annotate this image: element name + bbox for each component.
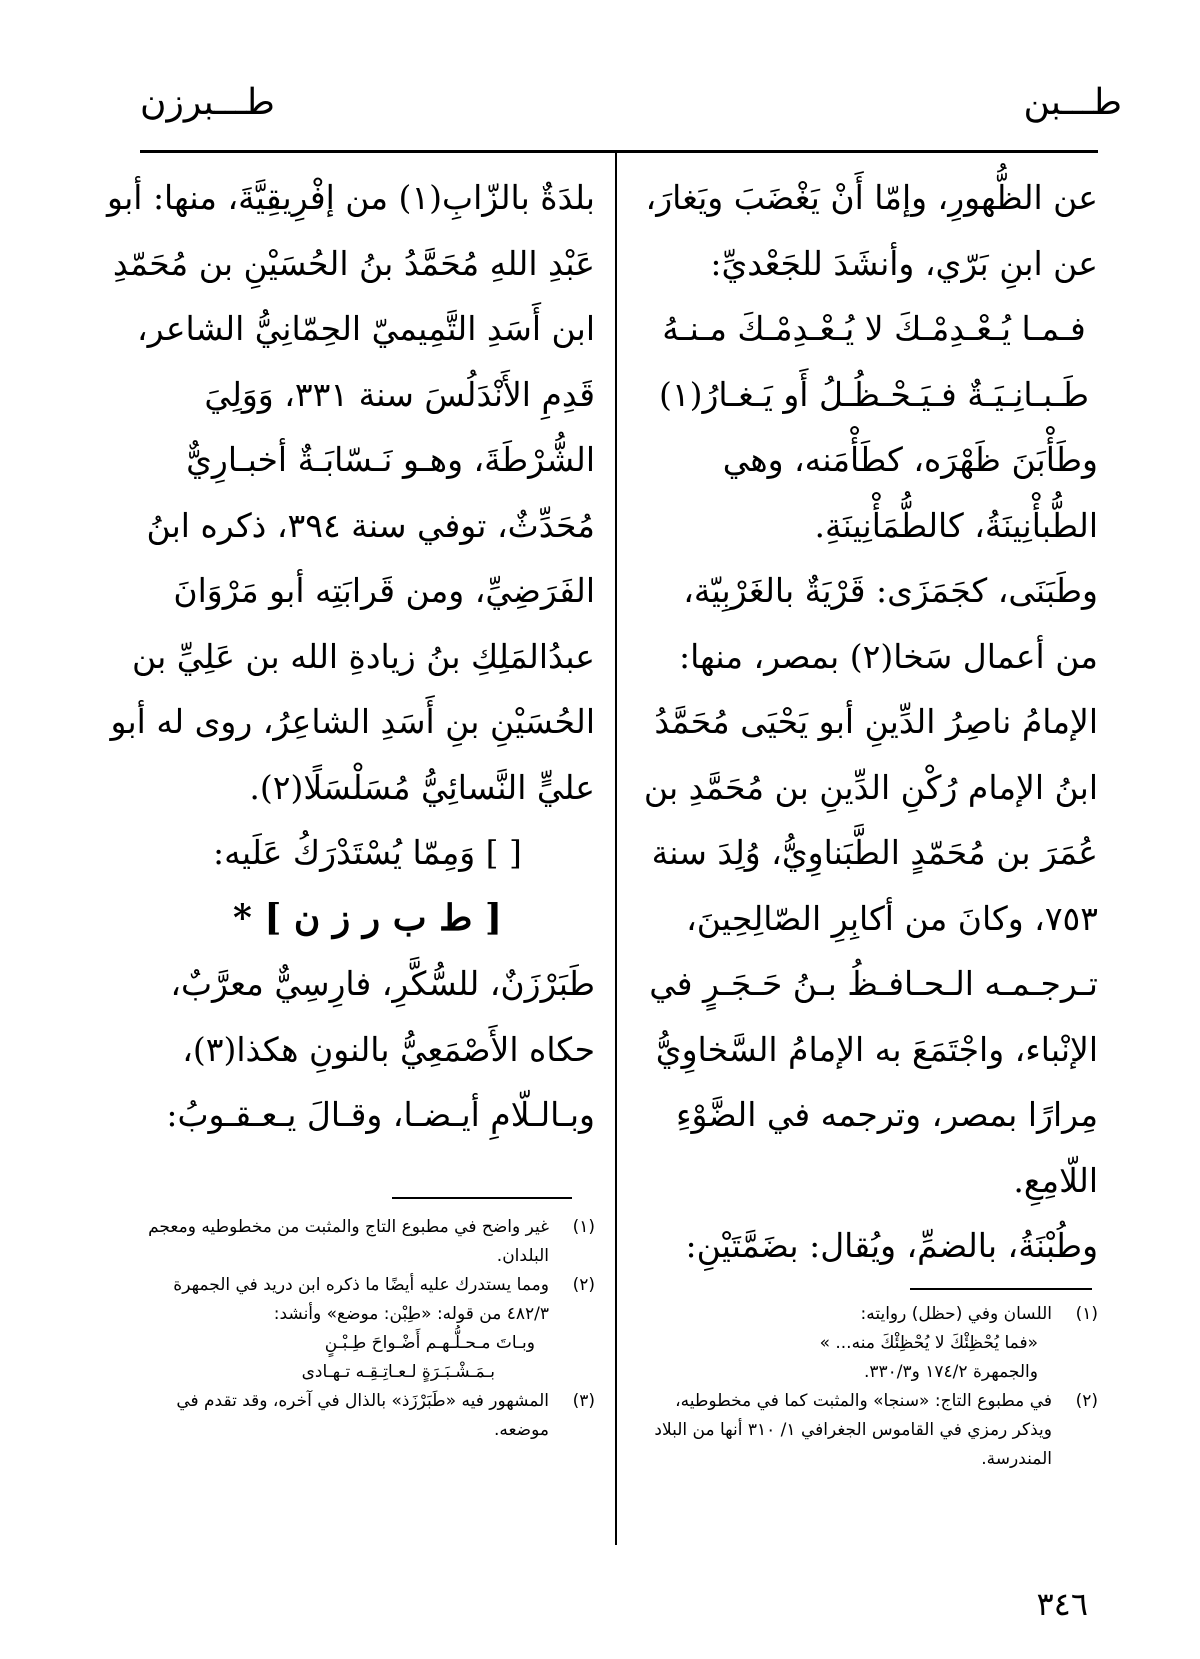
text-line: عن الظُّهورِ، وإمّا أَنْ يَغْضَبَ ويَغارَ، xyxy=(645,178,1098,217)
footnote-number: (٣) xyxy=(572,1391,595,1411)
text-line: حكاه الأَصْمَعِيُّ بالنونِ هكذا(٣)، xyxy=(182,1029,595,1069)
footnote-text: المشهور فيه «طَبَرْزَذ» بالذال في آخره، وقد تقدم في موضعه. xyxy=(176,1391,549,1440)
footnote xyxy=(650,1387,1098,1474)
text-line: ٧٥٣، وكانَ من أكابِرِ الصّالِحِينَ، xyxy=(686,898,1098,938)
footnote-rule xyxy=(910,1288,1092,1290)
text-line: ابنُ الإمام رُكْنِ الدِّينِ بن مُحَمَّدِ بن xyxy=(643,767,1098,807)
verse-line: فـمـا يُـعْـدِمْـكَ لا يُـعْـدِمْـكَ مـنـهُ xyxy=(662,309,1086,348)
footnote xyxy=(140,1387,595,1445)
text-line: عليٍّ النَّسائِيُّ مُسَلْسَلًا(٢). xyxy=(249,767,595,807)
text-line: مِرارًا بمصر، وترجمه في الضَّوْءِ xyxy=(675,1095,1098,1134)
footnote-text: في مطبوع التاج: «سنجا» والمثبت كما في مخطوطيه، ويذكر رمزي في القاموس الجغرافي ١/ ٣١٠ أنها من البلاد المندرسة. xyxy=(654,1391,1052,1469)
running-head-left: طـــبرزن xyxy=(140,82,275,123)
footnote-number: (١) xyxy=(1075,1304,1098,1324)
text-line: الإمامُ ناصِرُ الدِّينِ أبو يَحْيَى مُحَمَّدُ xyxy=(654,702,1098,741)
footnote-text: وبـاتَ مـحـلُّـهـم أَضْـواحَ طِـبْـنٍ xyxy=(324,1333,535,1353)
footnote xyxy=(140,1271,595,1329)
text-line: [ ] وَمِمّا يُسْتَدْرَكُ عَلَيه: xyxy=(213,833,522,872)
text-line: عُمَرَ بن مُحَمّدٍ الطَّبَناوِيُّ، وُلِدَ سنة xyxy=(651,833,1098,872)
footnote-number: (٢) xyxy=(1075,1391,1098,1411)
footnote-text: بـمَـشْـبَـرَةٍ لـعـاتِـقِـه تـهـادى xyxy=(301,1362,495,1382)
entry-heading: [ ط ب ر ز ن ] * xyxy=(232,896,502,939)
footnotes-right xyxy=(650,1300,1098,1474)
text-line: وبـالـلّامِ أيـضـا، وقـالَ يـعـقـوبُ: xyxy=(166,1095,595,1134)
header-rule xyxy=(140,150,1098,153)
footnote-text: اللسان وفي (حظل) روايته: xyxy=(860,1304,1052,1324)
text-line: وطَبَنَى، كجَمَزَى: قَرْيَةٌ بالغَرْبِيّة، xyxy=(683,571,1098,610)
text-line: عَبْدِ اللهِ مُحَمَّدُ بنُ الحُسَيْنِ بن مُحَمّدِ xyxy=(112,243,595,283)
column-divider xyxy=(615,150,617,1545)
text-line: الفَرَضِيِّ، ومن قَرابَتِه أبو مَرْوَانَ xyxy=(173,571,595,610)
footnote-verse xyxy=(140,1329,595,1358)
footnote-text: ومما يستدرك عليه أيضًا ما ذكره ابن دريد في الجمهرة ٤٨٢/٣ من قوله: «طِبْن: موضع» وأنشد: xyxy=(173,1275,549,1324)
text-line: الشُّرْطَةَ، وهـو نَـسّابَـةٌ أخبـارِيٌّ xyxy=(186,440,595,479)
footnote-text: والجمهرة ١٧٤/٢ و٣٣٠/٣. xyxy=(863,1362,1038,1382)
footnote-text: غير واضح في مطبوع التاج والمثبت من مخطوطيه ومعجم البلدان. xyxy=(148,1217,549,1266)
text-line: تـرجـمـه الـحـافـظُ بـنُ حَـجَـرٍ في xyxy=(649,964,1098,1003)
footnote-continuation xyxy=(650,1358,1098,1387)
text-line: عبدُالمَلِكِ بنُ زيادةِ الله بن عَلِيِّ بن xyxy=(132,636,595,676)
running-head-right: طـــبن xyxy=(1023,82,1122,123)
text-line: الإنْباء، واجْتَمَعَ به الإمامُ السَّخاوِيُّ xyxy=(655,1029,1098,1069)
footnote-rule xyxy=(392,1197,572,1199)
text-line: عن ابنِ بَرّي، وأنشَدَ للجَعْديِّ: xyxy=(710,243,1098,283)
footnote-text: «فما يُحْظِئْكَ لا يُحْظِئْكَ منه... » xyxy=(819,1333,1038,1353)
footnotes-left xyxy=(140,1213,595,1445)
footnote xyxy=(650,1300,1098,1329)
text-line: وطُبْنَةُ، بالضمِّ، ويُقال: بضَمَّتَيْنِ: xyxy=(685,1226,1098,1265)
text-line: اللّامِعِ. xyxy=(1013,1160,1098,1200)
text-line: طَبَرْزَنٌ، للسُّكَّرِ، فارِسِيٌّ معرَّبٌ، xyxy=(170,964,595,1003)
text-line: الطُّبأْنِينَةُ، كالطُّمَأْنِينَةِ. xyxy=(814,505,1098,545)
left-column xyxy=(107,165,595,1148)
footnote xyxy=(140,1213,595,1271)
text-line: قَدِمِ الأَنْدَلُسَ سنة ٣٣١، وَوَلِيَ xyxy=(204,374,595,414)
right-column xyxy=(643,165,1098,1279)
page-number: ٣٤٦ xyxy=(1036,1585,1088,1623)
footnote-number: (١) xyxy=(572,1217,595,1237)
text-line: مُحَدِّثٌ، توفي سنة ٣٩٤، ذكره ابنُ xyxy=(146,505,595,545)
footnote-verse xyxy=(650,1329,1098,1358)
text-line: بلدَةٌ بالزّابِ(١) من إفْرِيقِيَّةَ، منها: أبو xyxy=(107,178,595,217)
footnote-number: (٢) xyxy=(572,1275,595,1295)
text-line: وطَأْبَنَ ظَهْرَه، كطَأْمَنه، وهي xyxy=(722,440,1098,479)
verse-line: طَـبـانِـيَـةٌ فـيَـحْـظُـلُ أَو يَـغـارُ(١) xyxy=(658,374,1090,414)
text-line: ابن أَسَدِ التَّمِيميّ الحِمّانِيُّ الشاعر، xyxy=(137,309,595,348)
text-line: الحُسَيْنِ بنِ أَسَدِ الشاعِرُ، روى له أبو xyxy=(110,702,595,741)
text-line: من أعمال سَخا(٢) بمصر، منها: xyxy=(679,636,1098,676)
footnote-verse xyxy=(140,1358,595,1387)
